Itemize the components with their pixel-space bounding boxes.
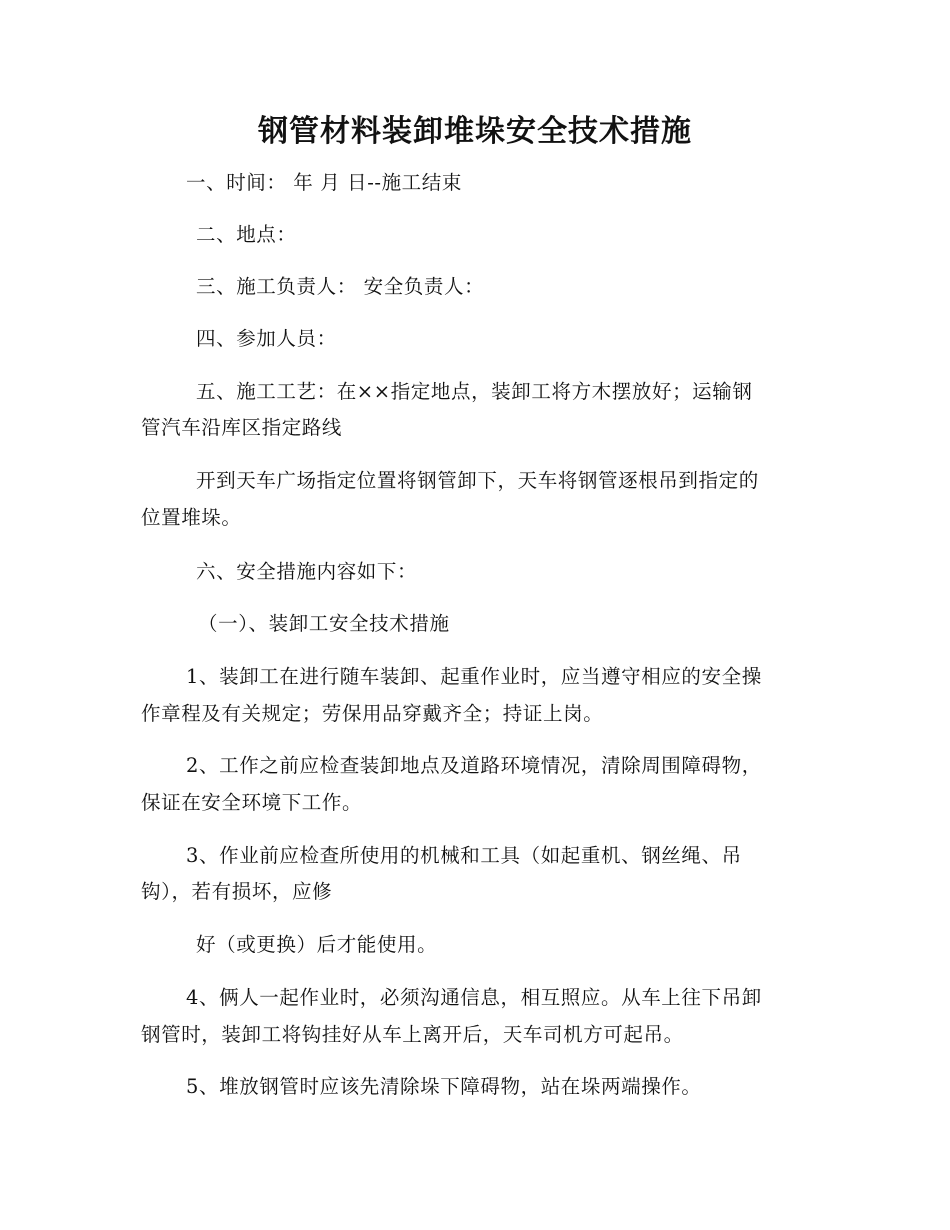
text-line-item1-a: 1、装卸工在进行随车装卸、起重作业时，应当遵守相应的安全操 — [186, 665, 762, 688]
text-line-participants: 四、参加人员： — [196, 327, 337, 350]
text-line-item3-c: 好（或更换）后才能使用。 — [196, 933, 438, 956]
text-line-time: 一、时间： 年 月 日--施工结束 — [186, 171, 462, 194]
text-line-process-1: 五、施工工艺：在××指定地点，装卸工将方木摆放好；运输钢 — [196, 380, 753, 403]
text-line-location: 二、地点： — [196, 223, 297, 246]
text-line-item2-a: 2、工作之前应检查装卸地点及道路环境情况，清除周围障碍物， — [186, 754, 762, 777]
text-line-process-3: 开到天车广场指定位置将钢管卸下，天车将钢管逐根吊到指定的 — [196, 469, 759, 492]
text-line-section-one: （一）、装卸工安全技术措施 — [198, 612, 450, 635]
text-line-item5: 5、堆放钢管时应该先清除垛下障碍物，站在垛两端操作。 — [186, 1075, 702, 1098]
text-line-item3-a: 3、作业前应检查所使用的机械和工具（如起重机、钢丝绳、吊 — [186, 844, 742, 867]
text-line-process-2: 管汽车沿库区指定路线 — [141, 416, 343, 439]
document-title: 钢管材料装卸堆垛安全技术措施 — [258, 114, 692, 149]
text-line-responsible: 三、施工负责人： 安全负责人： — [196, 275, 485, 298]
text-line-item3-b: 钩），若有损坏，应修 — [141, 880, 333, 903]
text-line-item4-a: 4、俩人一起作业时，必须沟通信息，相互照应。从车上往下吊卸 — [186, 986, 762, 1009]
text-line-safety-heading: 六、安全措施内容如下： — [196, 560, 418, 583]
text-line-item1-b: 作章程及有关规定；劳保用品穿戴齐全；持证上岗。 — [141, 702, 604, 725]
text-line-process-4: 位置堆垛。 — [141, 506, 242, 529]
text-line-item4-b: 钢管时，装卸工将钩挂好从车上离开后，天车司机方可起吊。 — [141, 1023, 684, 1046]
text-line-item2-b: 保证在安全环境下工作。 — [141, 791, 363, 814]
